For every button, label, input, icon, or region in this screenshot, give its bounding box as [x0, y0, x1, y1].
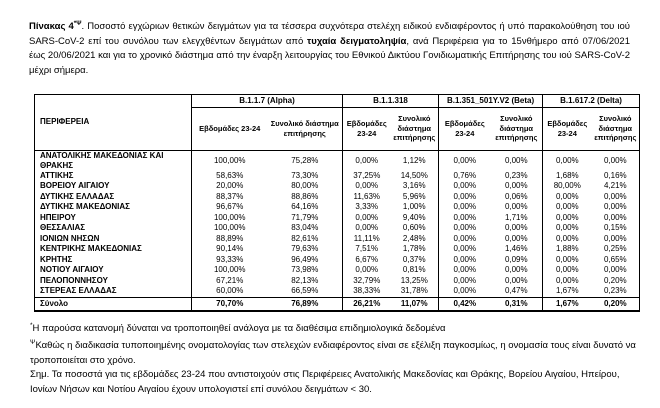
value-cell: 0,00% — [343, 265, 391, 276]
total-value-cell: 26,21% — [343, 297, 391, 311]
footnote-asterisk — [30, 319, 648, 337]
value-cell: 0,00% — [543, 223, 592, 234]
region-cell: ΠΕΛΟΠΟΝΝΗΣΟΥ — [40, 275, 108, 285]
sub-header: Εβδομάδες 23-24 — [192, 107, 268, 150]
region-cell: ΝΟΤΙΟΥ ΑΙΓΑΙΟΥ — [40, 265, 104, 275]
value-cell: 100,00% — [192, 150, 268, 171]
table-row — [35, 192, 640, 203]
value-cell: 0,00% — [603, 233, 627, 243]
group-header-b11318: B.1.1.318 — [343, 94, 439, 107]
caption-text-1: . Ποσοστό εγχώριων θετικών δειγμάτων για τα τέσσερα συχνότερα στελέχη ειδικού ενδιαφέροντος ή υπό παρακολούθηση του ιού SARS-CoV-2 επί του συνόλου των ελεγχθέντων δειγμάτων από — [29, 21, 630, 47]
table-row — [35, 234, 640, 245]
value-cell: 0,00% — [543, 213, 592, 224]
value-cell: 0,00% — [439, 150, 491, 171]
value-cell: 96,49% — [291, 254, 319, 264]
table-row — [35, 286, 640, 297]
value-cell: 0,00% — [439, 255, 491, 266]
footnote-marker: Ψ — [30, 339, 36, 347]
region-cell: ΚΡΗΤΗΣ — [40, 254, 73, 264]
region-cell: ΑΝΑΤΟΛΙΚΗΣ ΜΑΚΕΔΟΝΙΑΣ ΚΑΙ ΘΡΑΚΗΣ — [40, 150, 164, 170]
value-cell: 58,63% — [192, 171, 268, 182]
group-header-row — [35, 94, 640, 107]
caption-footnote-markers: *Ψ — [73, 20, 82, 27]
value-cell: 0,00% — [543, 150, 592, 171]
value-cell: 0,00% — [439, 286, 491, 297]
value-cell: 0,23% — [504, 170, 528, 180]
value-cell: 0,00% — [343, 213, 391, 224]
value-cell: 82,13% — [291, 275, 319, 285]
value-cell: 0,65% — [603, 254, 627, 264]
value-cell: 0,00% — [504, 202, 528, 212]
value-cell: 100,00% — [192, 213, 268, 224]
value-cell: 71,79% — [291, 212, 319, 222]
region-cell: ΔΥΤΙΚΗΣ ΜΑΚΕΔΟΝΙΑΣ — [40, 202, 130, 212]
total-value-cell: 11,07% — [391, 297, 439, 311]
caption-bold-phrase: τυχαία δειγματοληψία — [307, 35, 407, 47]
footnote-psi — [30, 336, 648, 368]
value-cell: 0,09% — [504, 254, 528, 264]
value-cell: 7,51% — [343, 244, 391, 255]
value-cell: 4,21% — [603, 181, 627, 191]
value-cell: 0,00% — [343, 181, 391, 192]
footnote-marker: * — [30, 321, 33, 329]
footnote-note — [30, 368, 648, 397]
total-label: Σύνολο — [35, 297, 192, 311]
total-row — [35, 297, 640, 311]
value-cell: 0,00% — [343, 150, 391, 171]
total-value-cell: 76,89% — [268, 297, 343, 311]
table-row — [35, 265, 640, 276]
value-cell: 0,00% — [603, 155, 627, 165]
sub-header: Συνολικό διάστημα επιτήρησης — [592, 107, 640, 150]
value-cell: 0,00% — [543, 265, 592, 276]
value-cell: 5,96% — [402, 191, 426, 201]
value-cell: 0,00% — [439, 223, 491, 234]
value-cell: 0,00% — [439, 202, 491, 213]
value-cell: 38,33% — [343, 286, 391, 297]
value-cell: 0,00% — [504, 223, 528, 233]
value-cell: 0,76% — [439, 171, 491, 182]
region-column-header: ΠΕΡΙΦΕΡΕΙΑ — [35, 94, 192, 150]
value-cell: 0,60% — [402, 223, 426, 233]
value-cell: 31,78% — [400, 286, 428, 296]
total-value-cell: 0,20% — [592, 297, 640, 311]
value-cell: 1,88% — [543, 244, 592, 255]
footnote-text: Σημ. Τα ποσοστά για τις εβδομάδες 23-24 που αντιστοιχούν στις Περιφέρειες Ανατολικής Μακεδονίας και Θράκης, Βορείου Αιγαίου, Ηπείρου, Ιονίων Νήσων και Νοτίου Αιγαίου έχουν υπολογιστεί επί συνόλου δειγμάτων < 30. — [30, 369, 620, 395]
value-cell: 11,63% — [343, 192, 391, 203]
value-cell: 3,33% — [343, 202, 391, 213]
variants-by-region-table — [34, 94, 640, 312]
table-row — [35, 276, 640, 287]
value-cell: 79,63% — [291, 244, 319, 254]
value-cell: 0,81% — [402, 265, 426, 275]
value-cell: 1,46% — [504, 244, 528, 254]
value-cell: 60,00% — [192, 286, 268, 297]
value-cell: 0,00% — [343, 223, 391, 234]
table-row — [35, 181, 640, 192]
sub-header: Συνολικό διάστημα επιτήρησης — [268, 107, 343, 150]
value-cell: 88,89% — [192, 234, 268, 245]
value-cell: 3,16% — [402, 181, 426, 191]
group-header-delta: B.1.617.2 (Delta) — [543, 94, 640, 107]
table-row — [35, 202, 640, 213]
value-cell: 1,12% — [402, 155, 426, 165]
table-caption — [29, 17, 630, 79]
region-cell: ΙΟΝΙΩΝ ΝΗΣΩΝ — [40, 233, 100, 243]
table-row — [35, 223, 640, 234]
value-cell: 0,00% — [603, 212, 627, 222]
value-cell: 0,15% — [603, 223, 627, 233]
value-cell: 66,59% — [291, 286, 319, 296]
value-cell: 1,67% — [543, 286, 592, 297]
value-cell: 0,00% — [439, 213, 491, 224]
table-row — [35, 150, 640, 171]
value-cell: 0,00% — [603, 202, 627, 212]
value-cell: 0,00% — [439, 234, 491, 245]
value-cell: 0,47% — [504, 286, 528, 296]
value-cell: 0,00% — [543, 255, 592, 266]
table-row — [35, 171, 640, 182]
value-cell: 0,00% — [439, 244, 491, 255]
caption-text-2: , ανά Περιφέρεια για το 15νθήμερο από 07/06/2021 έως 20/06/2021 και για το χρονικό διάστημα από την έναρξη λειτουργίας του Εθνικού Δικτύου Γονιδιωματικής Επιτήρησης του ιού SARS-CoV-2 μέχρι σήμερα. — [29, 35, 630, 76]
value-cell: 0,25% — [603, 244, 627, 254]
value-cell: 13,25% — [400, 275, 428, 285]
total-value-cell: 0,31% — [491, 297, 543, 311]
value-cell: 67,21% — [192, 276, 268, 287]
value-cell: 1,71% — [504, 212, 528, 222]
value-cell: 20,00% — [192, 181, 268, 192]
value-cell: 1,00% — [402, 202, 426, 212]
group-header-alpha: B.1.1.7 (Alpha) — [192, 94, 343, 107]
value-cell: 0,00% — [543, 202, 592, 213]
value-cell: 73,98% — [291, 265, 319, 275]
value-cell: 96,67% — [192, 202, 268, 213]
value-cell: 80,00% — [543, 181, 592, 192]
footnotes — [30, 319, 648, 398]
sub-header: Εβδομάδες 23-24 — [543, 107, 592, 150]
value-cell: 6,67% — [343, 255, 391, 266]
value-cell: 0,00% — [504, 181, 528, 191]
region-cell: ΔΥΤΙΚΗΣ ΕΛΛΑΔΑΣ — [40, 191, 115, 201]
value-cell: 100,00% — [192, 265, 268, 276]
footnote-text: Καθώς η διαδικασία τυποποιημένης ονοματολογίας των στελεχών ενδιαφέροντος είναι σε εξέλιξη παγκοσμίως, η ονομασία τους είναι δυνατό να τροποποιείται στο χρόνο. — [30, 340, 636, 366]
region-cell: ΑΤΤΙΚΗΣ — [40, 170, 74, 180]
value-cell: 80,00% — [291, 181, 319, 191]
value-cell: 1,68% — [543, 171, 592, 182]
value-cell: 64,16% — [291, 202, 319, 212]
value-cell: 100,00% — [192, 223, 268, 234]
value-cell: 0,06% — [504, 191, 528, 201]
value-cell: 0,00% — [439, 181, 491, 192]
region-cell: ΗΠΕΙΡΟΥ — [40, 212, 76, 222]
value-cell: 0,23% — [603, 286, 627, 296]
group-header-beta: B.1.351_501Y.V2 (Beta) — [439, 94, 543, 107]
value-cell: 90,14% — [192, 244, 268, 255]
value-cell: 83,04% — [291, 223, 319, 233]
value-cell: 1,78% — [402, 244, 426, 254]
sub-header: Εβδομάδες 23-24 — [439, 107, 491, 150]
value-cell: 0,00% — [439, 276, 491, 287]
value-cell: 0,00% — [504, 233, 528, 243]
value-cell: 82,61% — [291, 233, 319, 243]
value-cell: 0,37% — [402, 254, 426, 264]
sub-header: Εβδομάδες 23-24 — [343, 107, 391, 150]
value-cell: 0,00% — [504, 275, 528, 285]
value-cell: 0,16% — [603, 170, 627, 180]
total-value-cell: 0,42% — [439, 297, 491, 311]
value-cell: 37,25% — [343, 171, 391, 182]
value-cell: 0,00% — [439, 192, 491, 203]
value-cell: 93,33% — [192, 255, 268, 266]
table-row — [35, 255, 640, 266]
value-cell: 75,28% — [291, 155, 319, 165]
caption-number: Πίνακας 4 — [29, 21, 74, 33]
footnote-text: Η παρούσα κατανομή δύναται να τροποποιηθεί ανάλογα με τα διαθέσιμα επιδημιολογικά δεδομένα — [32, 322, 446, 334]
region-cell: ΒΟΡΕΙΟΥ ΑΙΓΑΙΟΥ — [40, 181, 110, 191]
value-cell: 0,00% — [504, 155, 528, 165]
value-cell: 88,86% — [291, 191, 319, 201]
total-value-cell: 70,70% — [192, 297, 268, 311]
value-cell: 11,11% — [343, 234, 391, 245]
sub-header: Συνολικό διάστημα επιτήρησης — [391, 107, 439, 150]
value-cell: 0,00% — [439, 265, 491, 276]
value-cell: 0,00% — [603, 265, 627, 275]
value-cell: 88,37% — [192, 192, 268, 203]
value-cell: 32,79% — [343, 276, 391, 287]
region-cell: ΘΕΣΣΑΛΙΑΣ — [40, 223, 86, 233]
total-value-cell: 1,67% — [543, 297, 592, 311]
sub-header: Συνολικό διάστημα επιτήρησης — [491, 107, 543, 150]
value-cell: 9,40% — [402, 212, 426, 222]
value-cell: 0,00% — [543, 192, 592, 203]
value-cell: 0,00% — [543, 276, 592, 287]
value-cell: 0,00% — [504, 265, 528, 275]
value-cell: 0,20% — [603, 275, 627, 285]
value-cell: 73,30% — [291, 170, 319, 180]
value-cell: 0,00% — [543, 234, 592, 245]
value-cell: 2,48% — [402, 233, 426, 243]
table-row — [35, 213, 640, 224]
region-cell: ΚΕΝΤΡΙΚΗΣ ΜΑΚΕΔΟΝΙΑΣ — [40, 244, 142, 254]
region-cell: ΣΤΕΡΕΑΣ ΕΛΛΑΔΑΣ — [40, 286, 117, 296]
value-cell: 14,50% — [400, 170, 428, 180]
table-row — [35, 244, 640, 255]
value-cell: 0,00% — [603, 191, 627, 201]
